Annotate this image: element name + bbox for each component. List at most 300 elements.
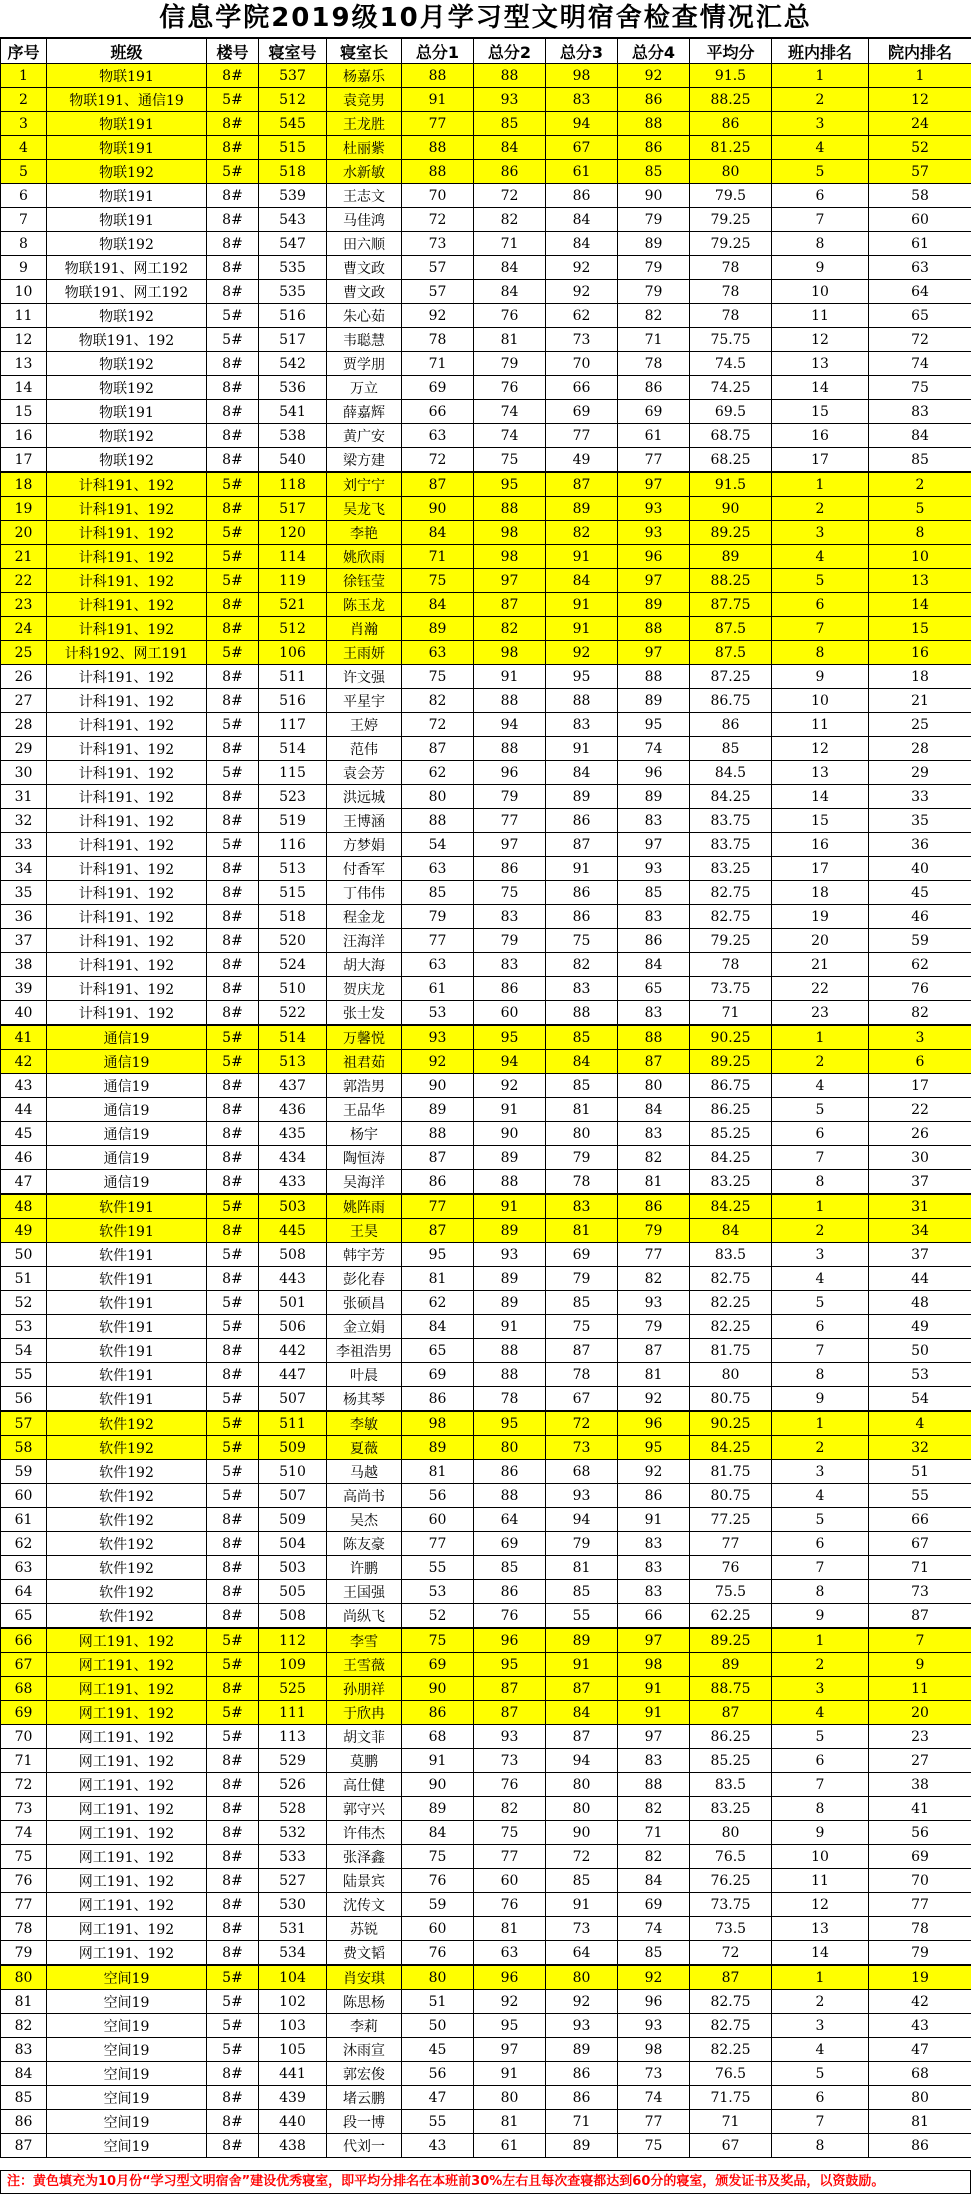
cell-room: 512 (259, 617, 327, 641)
cell-room: 501 (259, 1291, 327, 1315)
cell-building: 8# (207, 1941, 259, 1966)
table-row (1, 1074, 971, 1098)
cell-college-rank: 2 (869, 472, 971, 497)
cell-score3: 94 (546, 1508, 618, 1532)
cell-seq: 67 (1, 1653, 47, 1677)
cell-score3: 86 (546, 2062, 618, 2086)
cell-class: 物联192 (47, 352, 207, 376)
cell-seq: 73 (1, 1797, 47, 1821)
cell-seq: 37 (1, 929, 47, 953)
cell-average: 87.5 (690, 641, 772, 665)
cell-class-rank: 9 (772, 1821, 869, 1845)
cell-leader: 李莉 (327, 2014, 402, 2038)
cell-score1: 87 (402, 1146, 474, 1170)
cell-seq: 10 (1, 280, 47, 304)
cell-seq: 66 (1, 1628, 47, 1653)
cell-building: 8# (207, 665, 259, 689)
cell-building: 5# (207, 1990, 259, 2014)
cell-score2: 91 (474, 2062, 546, 2086)
cell-seq: 58 (1, 1436, 47, 1460)
cell-class: 网工191、192 (47, 1917, 207, 1941)
cell-score1: 60 (402, 1508, 474, 1532)
cell-score4: 65 (618, 977, 690, 1001)
cell-seq: 11 (1, 304, 47, 328)
cell-class: 空间19 (47, 2086, 207, 2110)
cell-class-rank: 11 (772, 1869, 869, 1893)
cell-score3: 79 (546, 1532, 618, 1556)
table-row (1, 1001, 971, 1026)
cell-class-rank: 11 (772, 304, 869, 328)
cell-leader: 代刘一 (327, 2134, 402, 2158)
cell-score1: 72 (402, 713, 474, 737)
cell-average: 79.25 (690, 208, 772, 232)
cell-class: 计科191、192 (47, 737, 207, 761)
cell-class-rank: 9 (772, 1604, 869, 1629)
table-row (1, 953, 971, 977)
cell-score1: 62 (402, 1291, 474, 1315)
cell-class-rank: 4 (772, 1267, 869, 1291)
cell-room: 518 (259, 160, 327, 184)
cell-building: 8# (207, 1219, 259, 1243)
cell-seq: 84 (1, 2062, 47, 2086)
table-row (1, 1484, 971, 1508)
cell-building: 8# (207, 881, 259, 905)
cell-college-rank: 58 (869, 184, 971, 208)
cell-class-rank: 6 (772, 1532, 869, 1556)
cell-score2: 96 (474, 761, 546, 785)
cell-college-rank: 66 (869, 1508, 971, 1532)
cell-score2: 89 (474, 1219, 546, 1243)
cell-score2: 88 (474, 737, 546, 761)
cell-score2: 82 (474, 208, 546, 232)
cell-room: 524 (259, 953, 327, 977)
cell-average: 76 (690, 1556, 772, 1580)
table-row (1, 2038, 971, 2062)
cell-score4: 74 (618, 1917, 690, 1941)
table-row (1, 304, 971, 328)
cell-class: 物联191、通信19 (47, 88, 207, 112)
cell-seq: 56 (1, 1387, 47, 1412)
cell-score4: 91 (618, 1508, 690, 1532)
table-row (1, 1411, 971, 1436)
table-row (1, 376, 971, 400)
cell-average: 77.25 (690, 1508, 772, 1532)
cell-score3: 89 (546, 785, 618, 809)
cell-seq: 53 (1, 1315, 47, 1339)
cell-score2: 83 (474, 953, 546, 977)
cell-college-rank: 13 (869, 569, 971, 593)
cell-seq: 51 (1, 1267, 47, 1291)
cell-score3: 86 (546, 2086, 618, 2110)
cell-average: 72 (690, 1941, 772, 1966)
cell-score1: 54 (402, 833, 474, 857)
cell-average: 79.5 (690, 184, 772, 208)
cell-score3: 93 (546, 2014, 618, 2038)
cell-average: 76.5 (690, 1845, 772, 1869)
cell-score2: 90 (474, 1122, 546, 1146)
table-row (1, 1098, 971, 1122)
cell-class: 软件192 (47, 1532, 207, 1556)
cell-room: 114 (259, 545, 327, 569)
cell-leader: 王志文 (327, 184, 402, 208)
table-row (1, 1267, 971, 1291)
cell-college-rank: 83 (869, 400, 971, 424)
cell-class-rank: 2 (772, 1219, 869, 1243)
cell-score1: 90 (402, 1773, 474, 1797)
cell-score4: 79 (618, 208, 690, 232)
cell-college-rank: 1 (869, 64, 971, 88)
cell-score3: 86 (546, 905, 618, 929)
cell-score4: 96 (618, 1411, 690, 1436)
cell-seq: 65 (1, 1604, 47, 1629)
cell-class: 物联191 (47, 112, 207, 136)
cell-leader: 丁伟伟 (327, 881, 402, 905)
header-class: 班级 (47, 39, 207, 64)
cell-score4: 89 (618, 593, 690, 617)
cell-seq: 60 (1, 1484, 47, 1508)
cell-leader: 朱心茹 (327, 304, 402, 328)
cell-leader: 张士发 (327, 1001, 402, 1026)
cell-score2: 86 (474, 160, 546, 184)
table-row (1, 545, 971, 569)
cell-class: 物联192 (47, 424, 207, 448)
cell-score3: 61 (546, 160, 618, 184)
cell-seq: 24 (1, 617, 47, 641)
cell-score1: 92 (402, 304, 474, 328)
cell-score1: 56 (402, 2062, 474, 2086)
cell-average: 62.25 (690, 1604, 772, 1629)
cell-leader: 苏锐 (327, 1917, 402, 1941)
cell-room: 530 (259, 1893, 327, 1917)
cell-score2: 88 (474, 64, 546, 88)
cell-college-rank: 28 (869, 737, 971, 761)
cell-score1: 73 (402, 232, 474, 256)
table-row (1, 737, 971, 761)
cell-score1: 56 (402, 1484, 474, 1508)
cell-college-rank: 56 (869, 1821, 971, 1845)
cell-score2: 94 (474, 1050, 546, 1074)
cell-score4: 96 (618, 545, 690, 569)
cell-score2: 98 (474, 521, 546, 545)
cell-college-rank: 70 (869, 1869, 971, 1893)
cell-score1: 75 (402, 1628, 474, 1653)
table-row (1, 64, 971, 88)
cell-score1: 86 (402, 1701, 474, 1725)
table-row (1, 1965, 971, 1990)
cell-class-rank: 12 (772, 1893, 869, 1917)
cell-college-rank: 45 (869, 881, 971, 905)
cell-college-rank: 30 (869, 1146, 971, 1170)
cell-score2: 85 (474, 1556, 546, 1580)
cell-leader: 付香军 (327, 857, 402, 881)
header-class-rank: 班内排名 (772, 39, 869, 64)
cell-college-rank: 31 (869, 1194, 971, 1219)
cell-class: 物联191 (47, 64, 207, 88)
cell-average: 80.75 (690, 1484, 772, 1508)
cell-score4: 66 (618, 1604, 690, 1629)
cell-class: 软件191 (47, 1387, 207, 1412)
cell-class-rank: 13 (772, 1917, 869, 1941)
cell-class-rank: 15 (772, 809, 869, 833)
cell-leader: 孙朋祥 (327, 1677, 402, 1701)
cell-score1: 90 (402, 1677, 474, 1701)
cell-class-rank: 16 (772, 424, 869, 448)
table-row (1, 785, 971, 809)
cell-score4: 84 (618, 953, 690, 977)
cell-score1: 53 (402, 1580, 474, 1604)
cell-seq: 87 (1, 2134, 47, 2158)
cell-building: 8# (207, 809, 259, 833)
cell-class: 软件191 (47, 1194, 207, 1219)
cell-score1: 77 (402, 929, 474, 953)
cell-average: 90.25 (690, 1025, 772, 1050)
cell-class-rank: 2 (772, 1653, 869, 1677)
cell-score2: 95 (474, 472, 546, 497)
cell-score4: 69 (618, 400, 690, 424)
cell-room: 533 (259, 1845, 327, 1869)
cell-class-rank: 6 (772, 1122, 869, 1146)
cell-score2: 83 (474, 905, 546, 929)
cell-score4: 81 (618, 1170, 690, 1195)
cell-class: 计科191、192 (47, 617, 207, 641)
cell-room: 508 (259, 1243, 327, 1267)
cell-class-rank: 1 (772, 1628, 869, 1653)
cell-score4: 95 (618, 713, 690, 737)
cell-score1: 89 (402, 1797, 474, 1821)
cell-score4: 80 (618, 1074, 690, 1098)
cell-class: 空间19 (47, 2014, 207, 2038)
cell-building: 8# (207, 2086, 259, 2110)
cell-average: 83.75 (690, 809, 772, 833)
cell-seq: 8 (1, 232, 47, 256)
cell-average: 79.25 (690, 929, 772, 953)
cell-average: 73.5 (690, 1917, 772, 1941)
cell-class: 软件192 (47, 1484, 207, 1508)
cell-room: 518 (259, 905, 327, 929)
cell-class: 软件192 (47, 1436, 207, 1460)
cell-leader: 陈玉龙 (327, 593, 402, 617)
cell-score1: 82 (402, 689, 474, 713)
table-row (1, 88, 971, 112)
cell-score3: 89 (546, 1628, 618, 1653)
cell-building: 5# (207, 1291, 259, 1315)
cell-class: 计科191、192 (47, 1001, 207, 1026)
cell-seq: 76 (1, 1869, 47, 1893)
cell-score2: 79 (474, 929, 546, 953)
cell-score1: 87 (402, 472, 474, 497)
cell-leader: 许鹏 (327, 1556, 402, 1580)
cell-seq: 18 (1, 472, 47, 497)
cell-leader: 夏薇 (327, 1436, 402, 1460)
cell-class: 计科191、192 (47, 713, 207, 737)
cell-seq: 7 (1, 208, 47, 232)
cell-seq: 2 (1, 88, 47, 112)
table-row (1, 1941, 971, 1966)
cell-seq: 39 (1, 977, 47, 1001)
cell-class: 计科191、192 (47, 472, 207, 497)
cell-class: 物联191 (47, 208, 207, 232)
cell-score1: 79 (402, 905, 474, 929)
cell-average: 86.75 (690, 1074, 772, 1098)
cell-class: 软件191 (47, 1363, 207, 1387)
cell-class: 通信19 (47, 1098, 207, 1122)
cell-score4: 77 (618, 1243, 690, 1267)
cell-score4: 91 (618, 1677, 690, 1701)
cell-score3: 87 (546, 833, 618, 857)
cell-room: 447 (259, 1363, 327, 1387)
cell-room: 522 (259, 1001, 327, 1026)
cell-score4: 83 (618, 1749, 690, 1773)
cell-college-rank: 72 (869, 328, 971, 352)
cell-average: 71 (690, 2110, 772, 2134)
cell-room: 116 (259, 833, 327, 857)
cell-score4: 84 (618, 1869, 690, 1893)
table-row (1, 641, 971, 665)
cell-class: 计科192、网工191 (47, 641, 207, 665)
cell-average: 82.75 (690, 881, 772, 905)
cell-college-rank: 85 (869, 448, 971, 473)
table-row (1, 424, 971, 448)
cell-score4: 92 (618, 64, 690, 88)
cell-leader: 梁方建 (327, 448, 402, 473)
cell-score4: 79 (618, 280, 690, 304)
cell-class: 软件191 (47, 1339, 207, 1363)
cell-room: 436 (259, 1098, 327, 1122)
cell-college-rank: 22 (869, 1098, 971, 1122)
table-row (1, 352, 971, 376)
cell-score4: 88 (618, 1773, 690, 1797)
cell-seq: 82 (1, 2014, 47, 2038)
cell-college-rank: 65 (869, 304, 971, 328)
cell-leader: 王雨妍 (327, 641, 402, 665)
cell-building: 8# (207, 1170, 259, 1195)
cell-score1: 60 (402, 1917, 474, 1941)
cell-score4: 77 (618, 448, 690, 473)
cell-class: 网工191、192 (47, 1701, 207, 1725)
cell-average: 73.75 (690, 1893, 772, 1917)
cell-room: 510 (259, 977, 327, 1001)
cell-score3: 95 (546, 665, 618, 689)
table-row (1, 400, 971, 424)
cell-average: 91.5 (690, 472, 772, 497)
cell-leader: 贾学朋 (327, 352, 402, 376)
cell-seq: 68 (1, 1677, 47, 1701)
cell-leader: 李艳 (327, 521, 402, 545)
cell-seq: 30 (1, 761, 47, 785)
cell-average: 85.25 (690, 1122, 772, 1146)
cell-score3: 91 (546, 857, 618, 881)
cell-seq: 9 (1, 256, 47, 280)
cell-score1: 66 (402, 400, 474, 424)
cell-score1: 81 (402, 1460, 474, 1484)
cell-score3: 77 (546, 424, 618, 448)
cell-score4: 98 (618, 1653, 690, 1677)
cell-building: 8# (207, 400, 259, 424)
cell-college-rank: 18 (869, 665, 971, 689)
header-row (1, 39, 971, 64)
cell-leader: 李敏 (327, 1411, 402, 1436)
cell-room: 517 (259, 497, 327, 521)
cell-score2: 95 (474, 1025, 546, 1050)
table-row (1, 1628, 971, 1653)
cell-seq: 75 (1, 1845, 47, 1869)
cell-class: 计科191、192 (47, 521, 207, 545)
cell-building: 5# (207, 1315, 259, 1339)
cell-building: 8# (207, 352, 259, 376)
table-row (1, 136, 971, 160)
cell-average: 83.25 (690, 857, 772, 881)
cell-seq: 6 (1, 184, 47, 208)
cell-seq: 1 (1, 64, 47, 88)
table-row (1, 1025, 971, 1050)
cell-building: 5# (207, 1025, 259, 1050)
cell-class-rank: 8 (772, 641, 869, 665)
cell-leader: 杨嘉乐 (327, 64, 402, 88)
cell-room: 513 (259, 1050, 327, 1074)
cell-college-rank: 35 (869, 809, 971, 833)
table-row (1, 1387, 971, 1412)
cell-class-rank: 4 (772, 136, 869, 160)
cell-seq: 55 (1, 1363, 47, 1387)
cell-average: 78 (690, 953, 772, 977)
cell-score2: 84 (474, 280, 546, 304)
cell-class-rank: 6 (772, 1749, 869, 1773)
cell-average: 68.75 (690, 424, 772, 448)
cell-score4: 89 (618, 232, 690, 256)
cell-seq: 27 (1, 689, 47, 713)
cell-score4: 98 (618, 2038, 690, 2062)
cell-score4: 86 (618, 1484, 690, 1508)
cell-class-rank: 4 (772, 1701, 869, 1725)
cell-building: 5# (207, 1050, 259, 1074)
cell-building: 5# (207, 1194, 259, 1219)
cell-building: 5# (207, 472, 259, 497)
cell-leader: 水新敏 (327, 160, 402, 184)
cell-class-rank: 8 (772, 1797, 869, 1821)
cell-score2: 91 (474, 1194, 546, 1219)
cell-average: 69.5 (690, 400, 772, 424)
cell-score3: 84 (546, 761, 618, 785)
cell-score4: 82 (618, 304, 690, 328)
cell-score4: 93 (618, 497, 690, 521)
cell-college-rank: 51 (869, 1460, 971, 1484)
cell-average: 88.25 (690, 88, 772, 112)
cell-leader: 郭宏俊 (327, 2062, 402, 2086)
cell-score3: 69 (546, 400, 618, 424)
cell-score4: 89 (618, 689, 690, 713)
cell-seq: 49 (1, 1219, 47, 1243)
cell-average: 78 (690, 304, 772, 328)
cell-class: 网工191、192 (47, 1677, 207, 1701)
cell-score1: 95 (402, 1243, 474, 1267)
cell-college-rank: 20 (869, 1701, 971, 1725)
cell-building: 5# (207, 1653, 259, 1677)
cell-room: 504 (259, 1532, 327, 1556)
cell-room: 543 (259, 208, 327, 232)
cell-seq: 3 (1, 112, 47, 136)
cell-class-rank: 5 (772, 1508, 869, 1532)
cell-score3: 89 (546, 2134, 618, 2158)
cell-score3: 73 (546, 328, 618, 352)
cell-score4: 93 (618, 521, 690, 545)
cell-class: 计科191、192 (47, 761, 207, 785)
cell-leader: 尚纵飞 (327, 1604, 402, 1629)
cell-room: 442 (259, 1339, 327, 1363)
cell-building: 8# (207, 1146, 259, 1170)
cell-score4: 82 (618, 1146, 690, 1170)
cell-college-rank: 61 (869, 232, 971, 256)
cell-score3: 88 (546, 1001, 618, 1026)
